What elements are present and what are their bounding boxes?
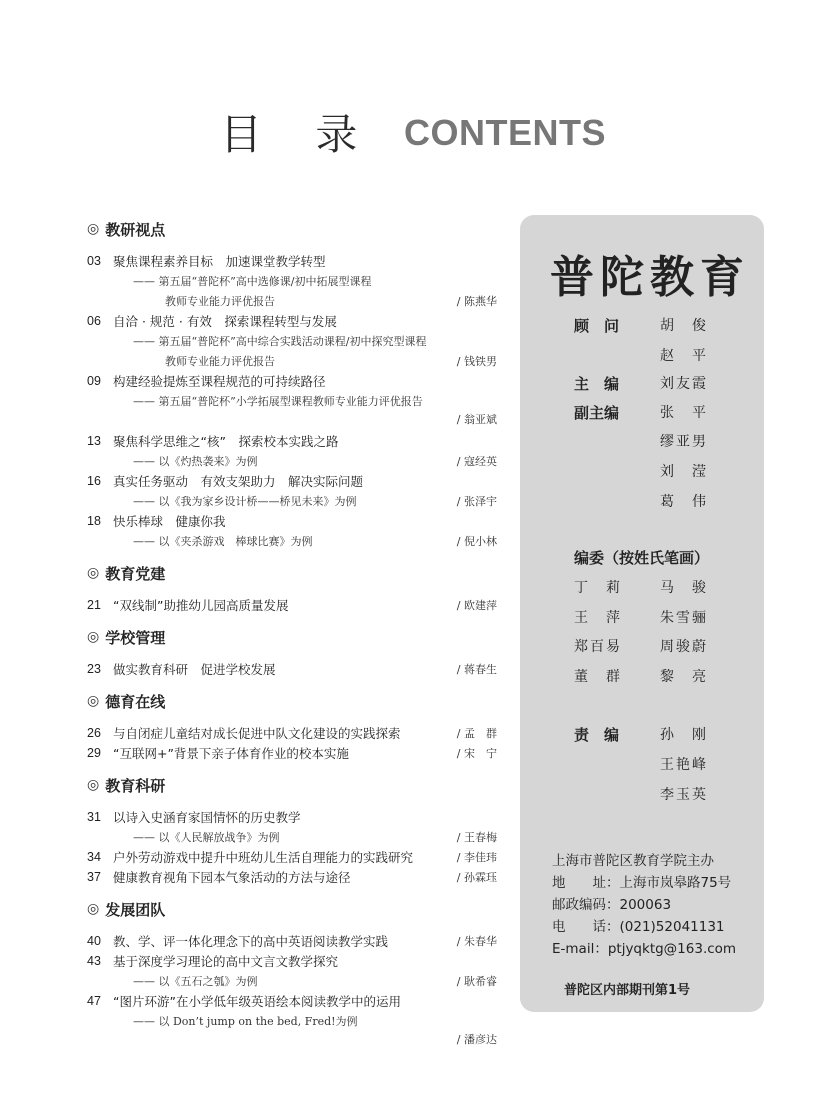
toc-entry: [87, 511, 497, 531]
email: E-mail：ptjyqktg@163.com: [552, 941, 737, 957]
entry-title: “互联网+”背景下亲子体育作业的校本实施: [113, 746, 349, 761]
section-bullet-icon: ◎: [87, 777, 100, 793]
committee-member: 丁 莉: [574, 580, 622, 596]
toc-entry: [87, 951, 497, 971]
page-title-cn: 目 录: [220, 110, 378, 159]
toc-entry: [87, 723, 497, 743]
section-bullet-icon: ◎: [87, 629, 100, 645]
entry-author: / 李佳玮: [456, 851, 497, 864]
committee-member: 董 群: [574, 669, 622, 685]
registration-footer: 普陀区内部期刊第1号: [564, 983, 691, 998]
toc-entry: [87, 251, 497, 271]
entry-page-number: 13: [87, 434, 101, 448]
entry-title: “图片环游”在小学低年级英语绘本阅读教学中的运用: [113, 994, 401, 1009]
entry-page-number: 26: [87, 726, 101, 740]
section-heading: [87, 687, 497, 715]
masthead-panel: [520, 215, 764, 1012]
entry-author: / 翁亚斌: [456, 413, 497, 426]
entry-subtitle: —— 第五届“普陀杯”高中选修课/初中拓展型课程: [133, 275, 372, 288]
responsible-editor-name: 李玉英: [660, 787, 708, 803]
committee-member: 黎 亮: [660, 669, 708, 685]
committee-member: 朱雪骊: [660, 610, 708, 626]
section-heading: [87, 559, 497, 587]
entry-subtitle: —— 以《人民解放战争》为例: [133, 831, 280, 844]
title-row: [0, 100, 816, 160]
entry-author: / 孟 群: [456, 727, 497, 740]
entry-subtitle-line: [87, 971, 497, 991]
section-heading: [87, 895, 497, 923]
entry-author: / 王春梅: [456, 831, 497, 844]
entry-author: / 朱春华: [456, 935, 497, 948]
entry-page-number: 23: [87, 662, 101, 676]
committee-label: 编委（按姓氏笔画）: [574, 549, 710, 567]
section-gap: [87, 799, 497, 807]
entry-subtitle: —— 第五届“普陀杯”高中综合实践活动课程/初中探究型课程: [133, 335, 427, 348]
toc-entry: [87, 991, 497, 1011]
address: 地 址：上海市岚皋路75号: [552, 875, 732, 891]
section-heading: [87, 771, 497, 799]
entry-subtitle-line: [87, 351, 497, 371]
toc-entry: [87, 807, 497, 827]
section-gap: [87, 715, 497, 723]
section-title: 教研视点: [105, 220, 166, 239]
entry-title: 与自闭症儿童结对成长促进中队文化建设的实践探索: [113, 726, 401, 741]
section-gap: [87, 651, 497, 659]
advisor-name: 赵 平: [660, 348, 708, 364]
section-title: 发展团队: [105, 900, 166, 919]
entry-author: / 耿希睿: [456, 975, 497, 988]
committee-member: 王 萍: [574, 610, 622, 626]
entry-subtitle-cont: 教师专业能力评优报告: [165, 295, 275, 308]
entry-page-number: 47: [87, 994, 101, 1008]
table-of-contents: [87, 215, 497, 1051]
toc-entry: [87, 431, 497, 451]
entry-subtitle: —— 以《夹杀游戏 棒球比赛》为例: [133, 535, 313, 548]
toc-entry: [87, 931, 497, 951]
entry-title: 教、学、评一体化理念下的高中英语阅读教学实践: [113, 934, 389, 949]
section-title: 教育党建: [105, 564, 166, 583]
deputy-editor-name: 刘 滢: [660, 464, 708, 480]
entry-page-number: 21: [87, 598, 101, 612]
entry-author: / 倪小林: [456, 535, 497, 548]
section-gap: [87, 587, 497, 595]
entry-author: / 潘彦达: [456, 1033, 497, 1046]
entry-page-number: 29: [87, 746, 101, 760]
entry-title: 以诗入史涵育家国情怀的历史教学: [113, 810, 301, 825]
entry-page-number: 40: [87, 934, 101, 948]
entry-title: 做实教育科研 促进学校发展: [113, 662, 276, 677]
entry-subtitle-line: [87, 491, 497, 511]
entry-author: / 宋 宁: [456, 747, 497, 760]
journal-masthead: 普陀教育: [550, 252, 750, 303]
page-title-en: CONTENTS: [404, 112, 606, 153]
entry-subtitle: —— 以 Don’t jump on the bed, Fred!为例: [133, 1015, 358, 1028]
section-bullet-icon: ◎: [87, 901, 100, 917]
section-gap: [87, 615, 497, 623]
responsible-editor-name: 王艳峰: [660, 757, 708, 773]
postcode: 邮政编码：200063: [552, 897, 672, 913]
entry-author: / 蒋春生: [456, 663, 497, 676]
entry-subtitle-line: [87, 331, 497, 351]
entry-page-number: 03: [87, 254, 101, 268]
entry-title: 真实任务驱动 有效支架助力 解决实际问题: [113, 474, 364, 489]
toc-entry: [87, 659, 497, 679]
section-gap: [87, 887, 497, 895]
section-gap: [87, 923, 497, 931]
entry-subtitle-line: [87, 451, 497, 471]
entry-subtitle-cont: 教师专业能力评优报告: [165, 355, 275, 368]
entry-author: / 钱铁男: [456, 355, 497, 368]
toc-entry: [87, 867, 497, 887]
publisher: 上海市普陀区教育学院主办: [552, 853, 714, 869]
toc-entry: [87, 595, 497, 615]
entry-title: 快乐棒球 健康你我: [113, 514, 226, 529]
entry-page-number: 31: [87, 810, 101, 824]
section-bullet-icon: ◎: [87, 693, 100, 709]
entry-subtitle: —— 第五届“普陀杯”小学拓展型课程教师专业能力评优报告: [133, 395, 423, 408]
entry-title: 聚焦科学思维之“核” 探索校本实践之路: [113, 434, 339, 449]
entry-author: / 欧建萍: [456, 599, 497, 612]
entry-author: / 孙霖珏: [456, 871, 497, 884]
entry-subtitle-line: [87, 271, 497, 291]
advisor-label: 顾 问: [574, 317, 620, 335]
entry-subtitle-line: [87, 291, 497, 311]
entry-subtitle-line: [87, 827, 497, 847]
section-gap: [87, 243, 497, 251]
toc-entry: [87, 371, 497, 391]
entry-page-number: 09: [87, 374, 101, 388]
entry-author-line: [87, 411, 497, 431]
entry-subtitle: —— 以《灼热袭来》为例: [133, 455, 258, 468]
entry-page-number: 16: [87, 474, 101, 488]
entry-subtitle-line: [87, 531, 497, 551]
entry-author: / 陈燕华: [456, 295, 497, 308]
section-gap: [87, 763, 497, 771]
entry-title: 健康教育视角下园本气象活动的方法与途径: [113, 870, 351, 885]
deputy-editor-label: 副主编: [574, 404, 620, 422]
committee-member: 马 骏: [660, 580, 708, 596]
entry-subtitle: —— 以《五石之瓠》为例: [133, 975, 258, 988]
entry-title: “双线制”助推幼儿园高质量发展: [113, 598, 289, 613]
entry-page-number: 18: [87, 514, 101, 528]
committee-member: 周骏蔚: [660, 639, 708, 655]
entry-page-number: 34: [87, 850, 101, 864]
committee-member: 郑百易: [574, 639, 622, 655]
responsible-editor-name: 孙 刚: [660, 727, 708, 743]
editor-label: 主 编: [574, 375, 620, 393]
section-title: 德育在线: [105, 692, 166, 711]
section-gap: [87, 551, 497, 559]
entry-title: 聚焦课程素养目标 加速课堂教学转型: [113, 254, 326, 269]
entry-page-number: 37: [87, 870, 101, 884]
toc-entry: [87, 471, 497, 491]
entry-subtitle-line: [87, 391, 497, 411]
deputy-editor-name: 张 平: [660, 405, 708, 421]
entry-title: 基于深度学习理论的高中文言文教学探究: [113, 954, 339, 969]
deputy-editor-name: 缪亚男: [660, 434, 708, 450]
entry-subtitle-line: [87, 1011, 497, 1031]
entry-page-number: 06: [87, 314, 101, 328]
entry-author-line: [87, 1031, 497, 1051]
section-bullet-icon: ◎: [87, 221, 100, 237]
deputy-editor-name: 葛 伟: [660, 494, 708, 510]
section-heading: [87, 215, 497, 243]
phone: 电 话：(021)52041131: [552, 919, 725, 935]
section-heading: [87, 623, 497, 651]
section-bullet-icon: ◎: [87, 565, 100, 581]
toc-entry: [87, 311, 497, 331]
advisor-name: 胡 俊: [660, 318, 708, 334]
entry-page-number: 43: [87, 954, 101, 968]
editor-name: 刘友霞: [660, 376, 708, 392]
section-title: 教育科研: [105, 776, 166, 795]
entry-author: / 寇经英: [456, 455, 497, 468]
entry-subtitle: —— 以《我为家乡设计桥——桥见未来》为例: [133, 495, 357, 508]
entry-title: 户外劳动游戏中提升中班幼儿生活自理能力的实践研究: [113, 850, 414, 865]
section-gap: [87, 679, 497, 687]
responsible-editor-label: 责 编: [574, 726, 620, 744]
toc-entry: [87, 847, 497, 867]
entry-author: / 张泽宇: [456, 495, 497, 508]
entry-title: 构建经验提炼至课程规范的可持续路径: [113, 374, 326, 389]
toc-entry: [87, 743, 497, 763]
section-title: 学校管理: [105, 628, 166, 647]
entry-title: 自洽 · 规范 · 有效 探索课程转型与发展: [113, 314, 337, 329]
